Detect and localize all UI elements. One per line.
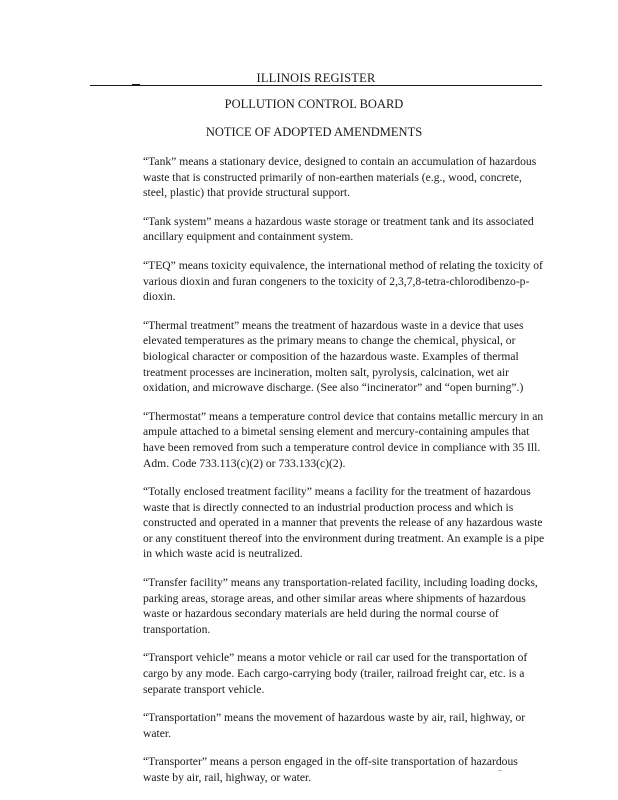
definition-paragraph: “Tank system” means a hazardous waste storage or treatment tank and its associated ancillary equipment and containment system. [143,214,534,244]
definitions-body [143,154,545,799]
notice-title: NOTICE OF ADOPTED AMENDMENTS [205,125,423,139]
agency-name: POLLUTION CONTROL BOARD [224,97,404,111]
definition-paragraph: “Thermostat” means a temperature control device that contains metallic mercury in an ampule attached to a bimetal sensing element and mercury-containing ampules that have been removed from such a temperature control device in compliance with 35 Ill. Adm. Code 733.113(c)(2) or 733.133(c)(2). [143,409,544,470]
scan-speck [498,770,502,771]
definition-paragraph: “Transport vehicle” means a motor vehicle or rail car used for the transportation of cargo by any mode. Each cargo-carrying body (trailer, railroad freight car, etc. is a separate transport vehicle. [143,651,528,696]
definition-paragraph: “Totally enclosed treatment facility” means a facility for the treatment of hazardous waste that is directly connected to an industrial production process and which is constructed and operated in a manner that prevents the release of any hazardous waste or any constituent thereof into the environment during treatment. An example is a pipe in which waste acid is neutralized. [143,485,545,561]
definition-paragraph: “Thermal treatment” means the treatment of hazardous waste in a device that uses elevated temperatures as the primary means to change the chemical, physical, or biological character or composition of the hazardous waste. Examples of thermal treatment processes are incineration, molten salt, pyrolysis, calcination, wet air oxidation, and microwave discharge. (See also “incinerator” and “open burning”.) [143,318,524,395]
definition-paragraph: “Transfer facility” means any transportation-related facility, including loading docks, parking areas, storage areas, and other similar areas where shipments of hazardous waste or hazardous secondary materials are held during the normal course of transportation. [143,576,538,636]
header-rule [90,85,542,86]
register-title: ILLINOIS REGISTER [256,71,376,85]
definition-paragraph: “Transporter” means a person engaged in the off-site transportation of hazardous waste by air, rail, highway, or water. [143,755,518,784]
definition-paragraph: “Transportation” means the movement of hazardous waste by air, rail, highway, or water. [143,711,526,740]
register-header [90,71,542,87]
definition-paragraph: “Tank” means a stationary device, designed to contain an accumulation of hazardous waste that is constructed primarily of non-earthen materials (e.g., wood, concrete, steel, plastic) that provide structural support. [143,155,537,200]
definition-paragraph: “TEQ” means toxicity equivalence, the international method of relating the toxicity of various dioxin and furan congeners to the toxicity of 2,3,7,8-tetra-chlorodibenzo-p-dioxin. [143,258,543,304]
